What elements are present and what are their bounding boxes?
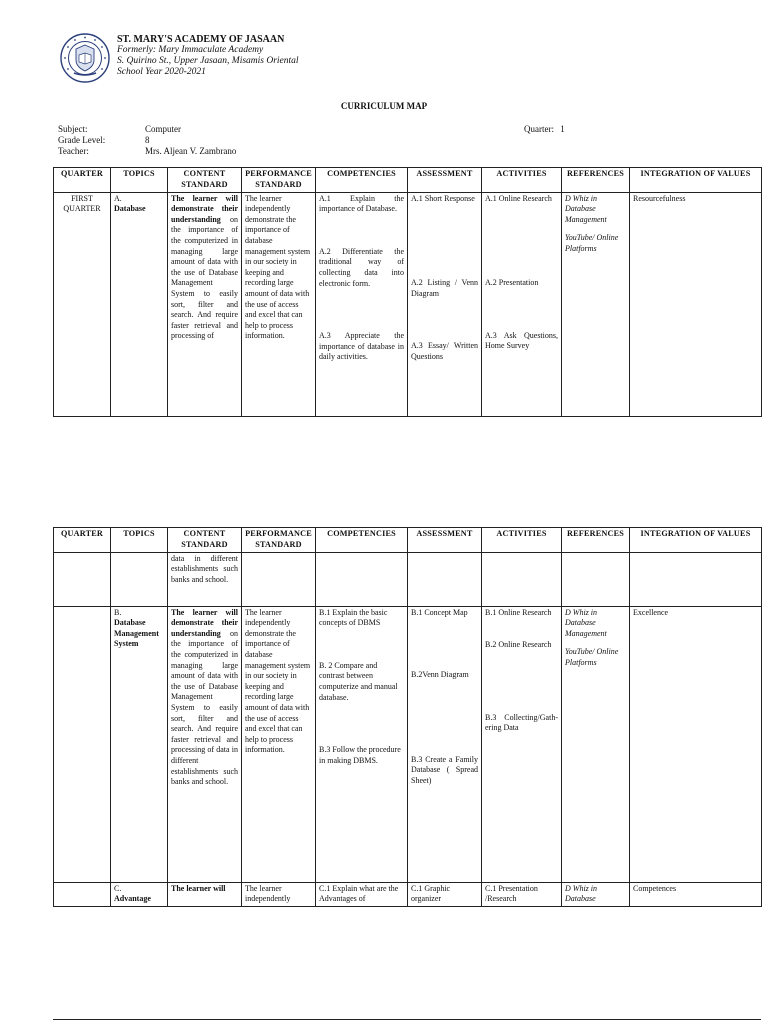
topic-letter: C. (114, 883, 122, 893)
references-cell (562, 606, 630, 882)
table-row (54, 192, 762, 416)
school-header (117, 34, 299, 78)
col-header-performance-standard: PERFORMANCE STANDARD (242, 528, 316, 553)
topic-name: Database Management System (114, 618, 159, 649)
content-standard-cell: The learner will (168, 882, 242, 906)
reference-item: D Whiz in Database Management (565, 607, 607, 638)
col-header-integration-of-values: INTEGRATION OF VALUES (630, 168, 762, 193)
teacher-label: Teacher: (58, 146, 89, 156)
meta-values (145, 124, 236, 157)
grade-level-value: 8 (145, 135, 150, 145)
performance-standard-cell: The learner independently demonstrate the importance of database management system in our society in keeping and recording large amount of data with the use of access and excel that can help to process information. (242, 192, 316, 416)
school-address: S. Quirino St., Upper Jasaan, Misamis Oriental (117, 56, 299, 66)
col-header-topics: TOPICS (111, 168, 168, 193)
competency-item: A.2 Differentiate the traditional way of collecting data into electronic form. (319, 246, 404, 288)
col-header-references: REFERENCES (562, 168, 630, 193)
assessment-item: A.3 Essay/ Written Questions (411, 341, 478, 361)
reference-item: D Whiz in Database Management (565, 193, 607, 224)
quarter-meta (524, 124, 565, 135)
performance-standard-cell: The learner independently demonstrate the importance of database management system in our society in keeping and recording large amount of data with the use of access and excel that can help to process information. (242, 606, 316, 882)
col-header-competencies: COMPETENCIES (316, 168, 408, 193)
topic-cell (111, 882, 168, 906)
table-row-continuation (54, 552, 762, 606)
activity-item: A.2 Presentation (485, 278, 539, 288)
col-header-activities: ACTIVITIES (482, 168, 562, 193)
competency-item: B. 2 Compare and contrast between computerize and manual database. (319, 660, 398, 702)
activities-cell: C.1 Presentation /Research (482, 882, 562, 906)
school-year: School Year 2020-2021 (117, 67, 206, 77)
assessment-item: A.1 Short Response (411, 193, 475, 203)
competency-item: A.3 Appreciate the importance of database in daily activities. (319, 331, 404, 362)
col-header-performance-standard: PERFORMANCE STANDARD (242, 168, 316, 193)
competencies-cell (316, 192, 408, 416)
document-title: CURRICULUM MAP (340, 101, 428, 111)
curriculum-table-1 (53, 167, 762, 417)
assessment-item: B.3 Create a Family Database ( Spread Sheet) (411, 754, 478, 785)
col-header-assessment: ASSESSMENT (408, 528, 482, 553)
col-header-quarter: QUARTER (54, 528, 111, 553)
assessment-cell (408, 606, 482, 882)
grade-level-label: Grade Level: (58, 135, 106, 145)
teacher-value: Mrs. Aljean V. Zambrano (145, 146, 237, 156)
assessment-cell (408, 192, 482, 416)
activity-item: B.3 Collecting/Gath-ering Data (485, 712, 558, 733)
col-header-competencies: COMPETENCIES (316, 528, 408, 553)
quarter-cell: FIRST QUARTER (54, 192, 111, 416)
assessment-item: B.1 Concept Map (411, 607, 468, 617)
references-cell: D Whiz in Database (562, 882, 630, 906)
topic-letter: B. (114, 607, 122, 617)
next-page-table-edge (53, 1019, 761, 1020)
quarter-value: 1 (560, 124, 565, 134)
assessment-cell: C.1 Graphic organizer (408, 882, 482, 906)
competency-item: B.1 Explain the basic concepts of DBMS (319, 607, 388, 628)
col-header-quarter: QUARTER (54, 168, 111, 193)
topic-cell (111, 606, 168, 882)
subject-value: Computer (145, 124, 181, 134)
performance-standard-cell: The learner independently (242, 882, 316, 906)
content-standard-text: on the importance of the computerized in managing large amount of data with the use of Database Management System to easily sort, filter and search. And require faster retrieval and processing of (171, 214, 238, 341)
competencies-cell (316, 606, 408, 882)
col-header-content-standard: CONTENT STANDARD (168, 168, 242, 193)
subject-label: Subject: (58, 124, 88, 134)
content-standard-lead: The learner will demonstrate their understanding (171, 193, 238, 224)
table-row (54, 606, 762, 882)
competency-item: B.3 Follow the procedure in making DBMS. (319, 745, 401, 765)
col-header-activities: ACTIVITIES (482, 528, 562, 553)
col-header-content-standard: CONTENT STANDARD (168, 528, 242, 553)
col-header-assessment: ASSESSMENT (408, 168, 482, 193)
col-header-integration-of-values: INTEGRATION OF VALUES (630, 528, 762, 553)
reference-item: YouTube/ Online Platforms (565, 233, 619, 253)
topic-cell (111, 192, 168, 416)
school-seal-logo (60, 33, 110, 83)
curriculum-table-2 (53, 527, 762, 907)
activities-cell (482, 192, 562, 416)
competency-item: A.1 Explain the importance of Database. (319, 193, 404, 214)
content-standard-text: on the importance of the computerized in managing large amount of data with the use of Database Management System to easily sort, filter and search. And require faster retrieval and processing of data in different establishments such banks and school. (171, 628, 238, 787)
school-name: ST. MARY'S ACADEMY OF JASAAN (117, 34, 285, 45)
integration-of-values-cell: Competences (630, 882, 762, 906)
content-standard-continuation: data in different establishments such banks and school. (168, 552, 242, 606)
assessment-item: B.2Venn Diagram (411, 670, 469, 680)
topic-name: Database (114, 204, 146, 214)
col-header-topics: TOPICS (111, 528, 168, 553)
activity-item: B.2 Online Research (485, 640, 552, 650)
table-header-row (54, 168, 762, 193)
activity-item: A.1 Online Research (485, 193, 552, 203)
topic-letter: A. (114, 193, 122, 203)
topic-name: Advantage (114, 894, 151, 904)
integration-of-values-cell: Excellence (630, 606, 762, 882)
content-standard-cell (168, 192, 242, 416)
activities-cell (482, 606, 562, 882)
assessment-item: A.2 Listing / Venn Diagram (411, 278, 478, 298)
content-standard-lead: The learner will demonstrate their understanding (171, 607, 238, 638)
integration-of-values-cell: Resourcefulness (630, 192, 762, 416)
content-standard-cell (168, 606, 242, 882)
reference-item: YouTube/ Online Platforms (565, 647, 619, 667)
meta-labels (58, 124, 105, 157)
school-former-name: Formerly: Mary Immaculate Academy (117, 45, 264, 55)
quarter-label: Quarter: (524, 124, 554, 134)
table-row (54, 882, 762, 906)
activity-item: B.1 Online Research (485, 607, 552, 617)
table-header-row (54, 528, 762, 553)
references-cell (562, 192, 630, 416)
col-header-references: REFERENCES (562, 528, 630, 553)
competencies-cell: C.1 Explain what are the Advantages of (316, 882, 408, 906)
activity-item: A.3 Ask Questions, Home Survey (485, 330, 558, 351)
